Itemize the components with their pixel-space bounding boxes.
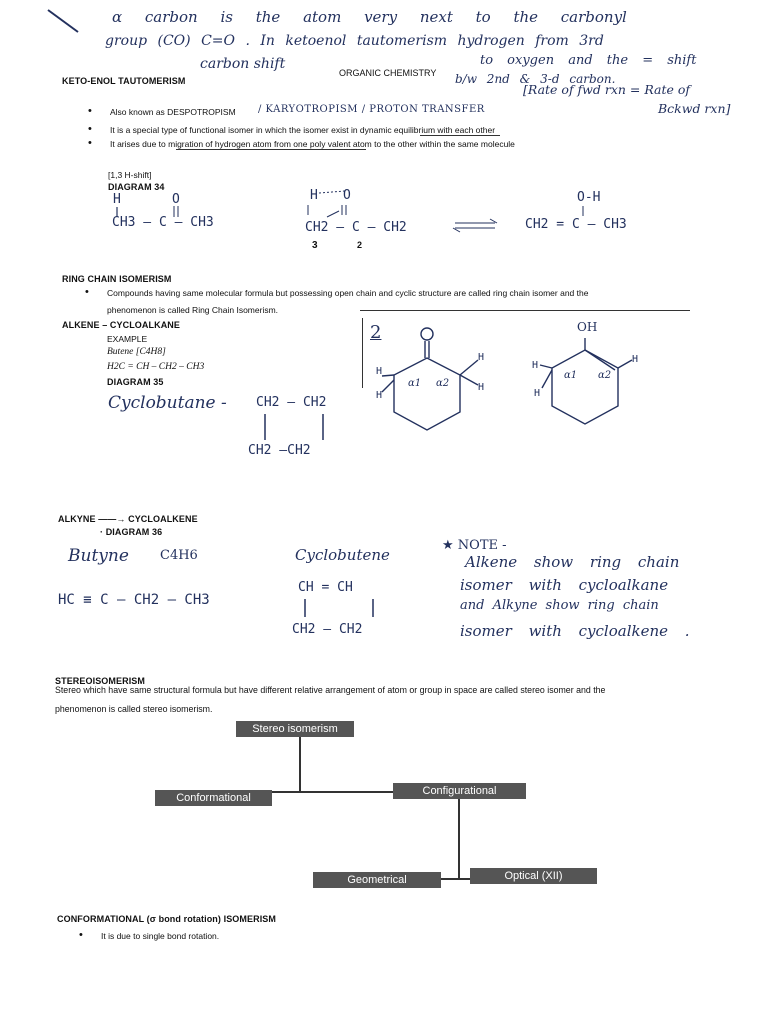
svg-text:O-H: O-H [577, 190, 601, 205]
svg-text:α2: α2 [436, 378, 450, 389]
svg-text:H: H [632, 354, 639, 365]
note-line-3: and Alkyne show ring chain [460, 598, 659, 613]
conformational-title: CONFORMATIONAL (σ bond rotation) ISOMERISM [57, 914, 276, 924]
diagram-35-label: DIAGRAM 35 [107, 377, 164, 387]
svg-text:O: O [343, 188, 351, 203]
note-line-4: isomer with cycloalkene . [460, 622, 690, 640]
svg-text:H: H [310, 188, 318, 203]
cyclobutane-bottom: CH2 —CH2 [248, 443, 311, 458]
stereo-text: Stereo which have same structural formula but have different relative arrangement of atom or group in space are called stereo isomer and the [55, 685, 606, 695]
geometrical-box: Geometrical [313, 872, 441, 888]
svg-text:H: H [376, 390, 383, 401]
example-label: EXAMPLE [107, 334, 148, 344]
stereo-text-cont: phenomenon is called stereo isomerism. [55, 704, 213, 714]
rate-note-1: [Rate of fwd rxn = Rate of [523, 82, 691, 97]
butyne-label: Butyne [68, 546, 129, 566]
cyclobutane-top: CH2 — CH2 [256, 395, 327, 410]
handwritten-number-2: 2 [370, 322, 382, 343]
molecule-2: CH2 – C – CH2 [305, 220, 407, 235]
svg-text:H: H [376, 366, 383, 377]
note-title: ★ NOTE - [442, 538, 507, 553]
handwritten-line-1: α carbon is the atom very next to the carbonyl [112, 8, 627, 26]
carbon-number-2: 2 [357, 240, 363, 250]
keto-bullet-2: • It is a special type of functional isomer in which the isomer exist in dynamic equilibrium with each other [110, 125, 495, 135]
pen-stroke-mark [44, 6, 84, 36]
ring-divider-v [362, 318, 363, 388]
diagram-36-label: · DIAGRAM 36 [100, 527, 163, 537]
svg-text:H: H [534, 388, 541, 399]
ring-chain-bullet: • Compounds having same molecular formula but possessing open chain and cyclic structure are called ring chain isomer and the [107, 288, 588, 298]
configurational-box: Configurational [393, 783, 526, 799]
molecule-1: CH3 – C – CH3 [112, 215, 214, 230]
stereo-title: STEREOISOMERISM [55, 676, 146, 686]
butene-label: Butene [C4H8] [107, 347, 166, 357]
optical-box: Optical (XII) [470, 868, 597, 884]
alkyne-cycloalkene-title: ALKYNE ——→ CYCLOALKENE [58, 514, 198, 524]
cyclobutene-label: Cyclobutene [295, 546, 390, 564]
svg-text:H: H [532, 360, 539, 371]
svg-text:H: H [478, 352, 485, 363]
section-title: ORGANIC CHEMISTRY [339, 68, 437, 78]
conformational-bullet: • It is due to single bond rotation. [101, 931, 219, 941]
underline-equilibrium [420, 135, 500, 136]
butene-formula: H2C = CH – CH2 – CH3 [107, 362, 205, 372]
tree-line-config [458, 799, 460, 879]
svg-text:H: H [113, 192, 121, 207]
cyclobutene-top: CH = CH [298, 580, 353, 595]
butyne-formula: C4H6 [160, 548, 198, 563]
svg-text:O: O [172, 192, 180, 207]
ring-divider-h [360, 310, 690, 311]
handwritten-line-3: carbon shift [200, 56, 286, 72]
svg-text:H: H [478, 382, 485, 393]
keto-bullet-1: • Also known as DESPOTROPISM [110, 107, 236, 117]
cyclobutene-bonds [295, 595, 385, 621]
handwritten-line-3b: to oxygen and the = shift [480, 53, 697, 68]
cyclobutene-bottom: CH2 — CH2 [292, 622, 363, 637]
ring-chain-title: RING CHAIN ISOMERISM [62, 274, 172, 284]
cyclobutane-label: Cyclobutane - [108, 393, 227, 413]
keto-bullet-1-handwritten: / KARYOTROPISM / PROTON TRANSFER [258, 104, 485, 115]
note-line-1: Alkene show ring chain [465, 553, 680, 571]
tree-line-branch [251, 791, 399, 793]
cyclobutane-bonds [255, 410, 335, 446]
note-line-2: isomer with cycloalkane [460, 576, 669, 594]
stereo-root-box: Stereo isomerism [236, 721, 354, 737]
rate-note-2: Bckwd rxn] [658, 101, 731, 116]
molecule-3: CH2 = C – CH3 [525, 217, 627, 232]
shift-label: [1,3 H-shift] [108, 170, 152, 180]
svg-text:α1: α1 [564, 370, 578, 381]
svg-text:α1: α1 [408, 378, 422, 389]
butyne-structure: HC ≡ C – CH2 – CH3 [58, 592, 210, 608]
alkene-cycloalkane-title: ALKENE – CYCLOALKANE [62, 320, 181, 330]
carbon-number-3: 3 [312, 240, 318, 251]
diagram-34-label: DIAGRAM 34 [108, 182, 165, 192]
handwritten-line-2: group (CO) C=O . In ketoenol tautomerism hydrogen from 3rd [105, 33, 604, 49]
ring-chain-bullet-cont: phenomenon is called Ring Chain Isomerism. [107, 305, 279, 315]
handwritten-line-4: b/w 2nd & 3-d carbon. [455, 72, 616, 86]
underline-migration [176, 149, 366, 150]
keto-enol-title: KETO-ENOL TAUTOMERISM [62, 76, 186, 86]
conformational-box: Conformational [155, 790, 272, 806]
svg-text:α2: α2 [598, 370, 612, 381]
tree-line-root [299, 737, 301, 792]
enol-oh-label: OH [577, 320, 598, 334]
cyclohexanone-enol-rings [370, 320, 690, 450]
keto-bullet-3: • It arises due to migration of hydrogen atom from one poly valent atom to the other within the same molecule [110, 139, 515, 149]
